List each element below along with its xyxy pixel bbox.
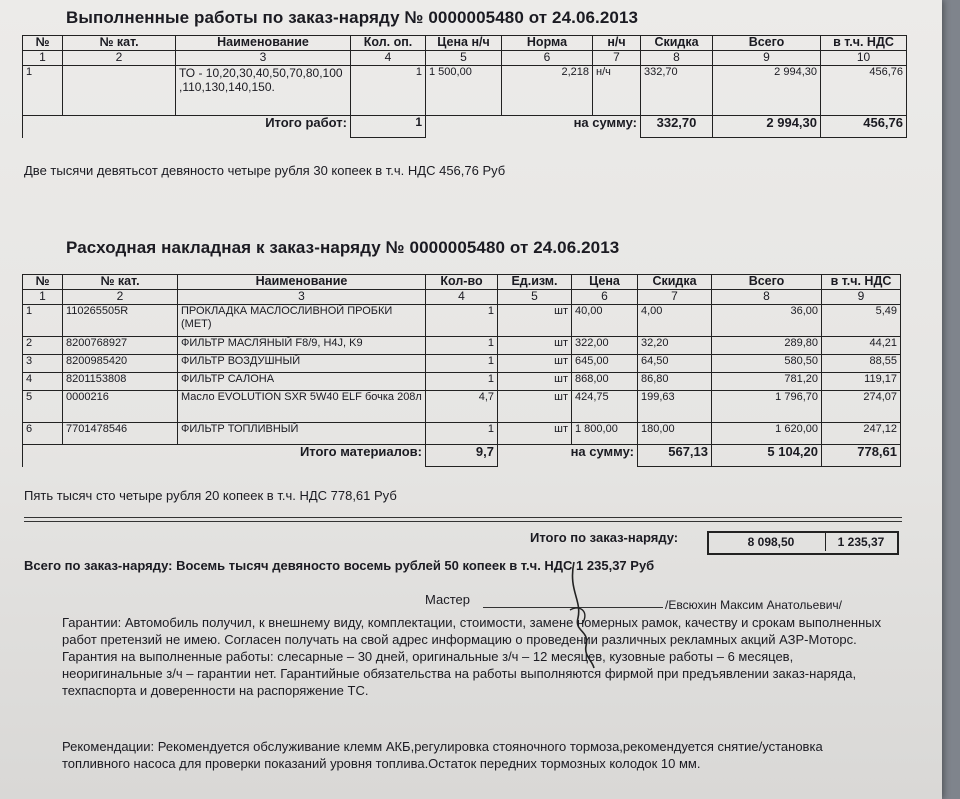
works-header-cell: Кол. оп. xyxy=(351,36,426,51)
material-cat: 8200768927 xyxy=(63,337,178,355)
master-name: /Евсюхин Максим Анатольевич/ xyxy=(665,598,842,612)
works-cell-discount: 332,70 xyxy=(641,66,713,116)
grand-total-label: Итого по заказ-наряду xyxy=(530,530,674,545)
materials-colnum-cell: 8 xyxy=(712,290,822,305)
material-total: 1 620,00 xyxy=(712,423,822,445)
works-header-cell: № кат. xyxy=(63,36,176,51)
material-total: 289,80 xyxy=(712,337,822,355)
materials-header-cell: Скидка xyxy=(638,275,712,290)
grand-total-separator xyxy=(825,533,826,551)
material-total: 1 796,70 xyxy=(712,391,822,423)
works-cell-n: 1 xyxy=(23,66,63,116)
materials-header-cell: Всего xyxy=(712,275,822,290)
materials-colnum-row xyxy=(23,290,901,305)
materials-row xyxy=(23,337,901,355)
material-total: 781,20 xyxy=(712,373,822,391)
divider xyxy=(24,517,902,518)
works-cell-price: 1 500,00 xyxy=(426,66,502,116)
master-label: Мастер xyxy=(425,592,470,607)
materials-sum-label: на сумму: xyxy=(570,444,634,459)
recommendations-text: Рекомендации: Рекомендуется обслуживание клемм АКБ,регулировка стояночного тормоза,рекомендуется снятие/установка топливного насоса для проверки показаний уровня топлива.Остаток передних тормозных колодок 10 мм. xyxy=(62,739,823,771)
works-cell-total: 2 994,30 xyxy=(713,66,821,116)
material-qty: 1 xyxy=(426,355,498,373)
works-colnum-row xyxy=(23,51,907,66)
materials-colnum-cell: 1 xyxy=(23,290,63,305)
materials-header-cell: № xyxy=(23,275,63,290)
works-cell-vat: 456,76 xyxy=(821,66,907,116)
works-header-cell: в т.ч. НДС xyxy=(821,36,907,51)
works-title: Выполненные работы по заказ-наряду № 0000005480 от 24.06.2013 xyxy=(66,8,639,27)
material-name: ФИЛЬТР ТОПЛИВНЫЙ xyxy=(178,423,426,445)
divider xyxy=(24,521,902,522)
material-price: 322,00 xyxy=(572,337,638,355)
material-cat: 7701478546 xyxy=(63,423,178,445)
material-discount: 199,63 xyxy=(638,391,712,423)
works-header-cell: Скидка xyxy=(641,36,713,51)
works-total-label: Итого работ: xyxy=(23,116,351,138)
material-vat: 274,07 xyxy=(822,391,901,423)
grand-total-value: 8 098,50 xyxy=(747,535,795,549)
materials-sum-total: 5 104,20 xyxy=(712,445,822,467)
materials-title: Расходная накладная к заказ-наряду № 0000005480 от 24.06.2013 xyxy=(66,238,620,257)
material-qty: 1 xyxy=(426,423,498,445)
material-price: 424,75 xyxy=(572,391,638,423)
grand-total-colon: : xyxy=(673,530,679,545)
works-colnum-cell: 10 xyxy=(821,51,907,66)
material-name: ФИЛЬТР САЛОНА xyxy=(178,373,426,391)
works-colnum-cell: 1 xyxy=(23,51,63,66)
materials-header-cell: Ед.изм. xyxy=(498,275,572,290)
material-vat: 119,17 xyxy=(822,373,901,391)
works-colnum-cell: 2 xyxy=(63,51,176,66)
material-vat: 5,49 xyxy=(822,305,901,337)
materials-header-cell: Кол-во xyxy=(426,275,498,290)
material-total: 36,00 xyxy=(712,305,822,337)
works-sum-total: 2 994,30 xyxy=(713,116,821,138)
material-unit: шт xyxy=(498,305,572,337)
works-colnum-cell: 5 xyxy=(426,51,502,66)
works-colnum-cell: 8 xyxy=(641,51,713,66)
works-cell-cat xyxy=(63,66,176,116)
works-total-row xyxy=(23,116,907,138)
guarantee-text: Гарантии: Автомобиль получил, к внешнему виду, комплектации, стоимости, замене номерных рамок, качеству и срокам выполненных работ претензий не имею. Согласен получать на свой адрес информацию о проведении различных рекламных акций АЗР-Моторс. Гарантия на выполненные работы: слесарные – 30 дней, оригинальные з/ч – 12 месяцев, кузовные работы – 6 месяцев, неоригинальные з/ч – гарантии нет. Гарантийные обязательства на работы выполняются фирмой при предъявлении заказ-наряда, техпаспорта и доверенности на распоряжение ТС. xyxy=(62,615,882,698)
material-qty: 1 xyxy=(426,305,498,337)
material-unit: шт xyxy=(498,337,572,355)
works-header-cell: Всего xyxy=(713,36,821,51)
materials-colnum-cell: 5 xyxy=(498,290,572,305)
works-cell-norm: 2,218 xyxy=(502,66,593,116)
materials-colnum-cell: 2 xyxy=(63,290,178,305)
works-cell-qty: 1 xyxy=(351,66,426,116)
works-header-cell: Норма xyxy=(502,36,593,51)
works-header-cell: № xyxy=(23,36,63,51)
material-qty: 1 xyxy=(426,373,498,391)
material-price: 40,00 xyxy=(572,305,638,337)
materials-colnum-cell: 4 xyxy=(426,290,498,305)
materials-total-label: Итого материалов: xyxy=(23,445,426,467)
materials-header-cell: № кат. xyxy=(63,275,178,290)
materials-header-cell: в т.ч. НДС xyxy=(822,275,901,290)
works-header-row xyxy=(23,36,907,51)
materials-colnum-cell: 6 xyxy=(572,290,638,305)
material-vat: 88,55 xyxy=(822,355,901,373)
material-total: 580,50 xyxy=(712,355,822,373)
material-cat: 110265505R xyxy=(63,305,178,337)
material-name: ФИЛЬТР ВОЗДУШНЫЙ xyxy=(178,355,426,373)
grand-total-box xyxy=(707,531,899,555)
materials-header-row xyxy=(23,275,901,290)
material-n: 4 xyxy=(23,373,63,391)
material-name: Масло EVOLUTION SXR 5W40 ELF бочка 208л xyxy=(178,391,426,423)
works-header-cell: Наименование xyxy=(176,36,351,51)
materials-row xyxy=(23,305,901,337)
grand-total-words: Всего по заказ-наряду: Восемь тысяч девяносто восемь рублей 50 копеек в т.ч. НДС 1 235,37 Руб xyxy=(24,558,655,573)
works-total-words: Две тысячи девятьсот девяносто четыре рубля 30 копеек в т.ч. НДС 456,76 Руб xyxy=(24,163,506,178)
works-total-qty: 1 xyxy=(351,116,426,138)
works-cell-unit: н/ч xyxy=(593,66,641,116)
works-table xyxy=(22,35,907,138)
material-name: ФИЛЬТР МАСЛЯНЫЙ F8/9, H4J, K9 xyxy=(178,337,426,355)
works-colnum-cell: 4 xyxy=(351,51,426,66)
materials-colnum-cell: 7 xyxy=(638,290,712,305)
works-colnum-cell: 9 xyxy=(713,51,821,66)
materials-total-row xyxy=(23,445,901,467)
materials-row xyxy=(23,423,901,445)
materials-total-qty: 9,7 xyxy=(426,445,498,467)
material-discount: 86,80 xyxy=(638,373,712,391)
material-discount: 64,50 xyxy=(638,355,712,373)
materials-colnum-cell: 3 xyxy=(178,290,426,305)
materials-row xyxy=(23,373,901,391)
works-sum-discount: 332,70 xyxy=(641,116,713,138)
works-sum-label: на сумму: xyxy=(573,115,637,130)
material-price: 645,00 xyxy=(572,355,638,373)
material-qty: 4,7 xyxy=(426,391,498,423)
material-unit: шт xyxy=(498,423,572,445)
material-price: 1 800,00 xyxy=(572,423,638,445)
material-name: ПРОКЛАДКА МАСЛОСЛИВНОЙ ПРОБКИ (МЕТ) xyxy=(178,305,426,337)
material-qty: 1 xyxy=(426,337,498,355)
works-row xyxy=(23,66,907,116)
material-vat: 247,12 xyxy=(822,423,901,445)
works-header-cell: н/ч xyxy=(593,36,641,51)
materials-header-cell: Наименование xyxy=(178,275,426,290)
material-n: 6 xyxy=(23,423,63,445)
works-colnum-cell: 7 xyxy=(593,51,641,66)
works-cell-name: ТО - 10,20,30,40,50,70,80,100 ,110,130,140,150. xyxy=(176,66,351,116)
materials-header-cell: Цена xyxy=(572,275,638,290)
material-unit: шт xyxy=(498,373,572,391)
materials-row xyxy=(23,355,901,373)
material-cat: 8201153808 xyxy=(63,373,178,391)
material-unit: шт xyxy=(498,355,572,373)
material-discount: 180,00 xyxy=(638,423,712,445)
works-colnum-cell: 6 xyxy=(502,51,593,66)
material-vat: 44,21 xyxy=(822,337,901,355)
materials-table xyxy=(22,274,901,467)
material-n: 2 xyxy=(23,337,63,355)
materials-total-words: Пять тысяч сто четыре рубля 20 копеек в т.ч. НДС 778,61 Руб xyxy=(24,488,397,503)
materials-row xyxy=(23,391,901,423)
material-cat: 8200985420 xyxy=(63,355,178,373)
materials-sum-vat: 778,61 xyxy=(822,445,901,467)
material-discount: 32,20 xyxy=(638,337,712,355)
material-price: 868,00 xyxy=(572,373,638,391)
material-discount: 4,00 xyxy=(638,305,712,337)
material-unit: шт xyxy=(498,391,572,423)
materials-colnum-cell: 9 xyxy=(822,290,901,305)
works-colnum-cell: 3 xyxy=(176,51,351,66)
material-n: 3 xyxy=(23,355,63,373)
works-header-cell: Цена н/ч xyxy=(426,36,502,51)
material-cat: 0000216 xyxy=(63,391,178,423)
material-n: 1 xyxy=(23,305,63,337)
works-sum-vat: 456,76 xyxy=(821,116,907,138)
grand-total-vat: 1 235,37 xyxy=(837,535,885,549)
grand-total-label-wrap xyxy=(530,530,678,545)
materials-sum-discount: 567,13 xyxy=(638,445,712,467)
material-n: 5 xyxy=(23,391,63,423)
